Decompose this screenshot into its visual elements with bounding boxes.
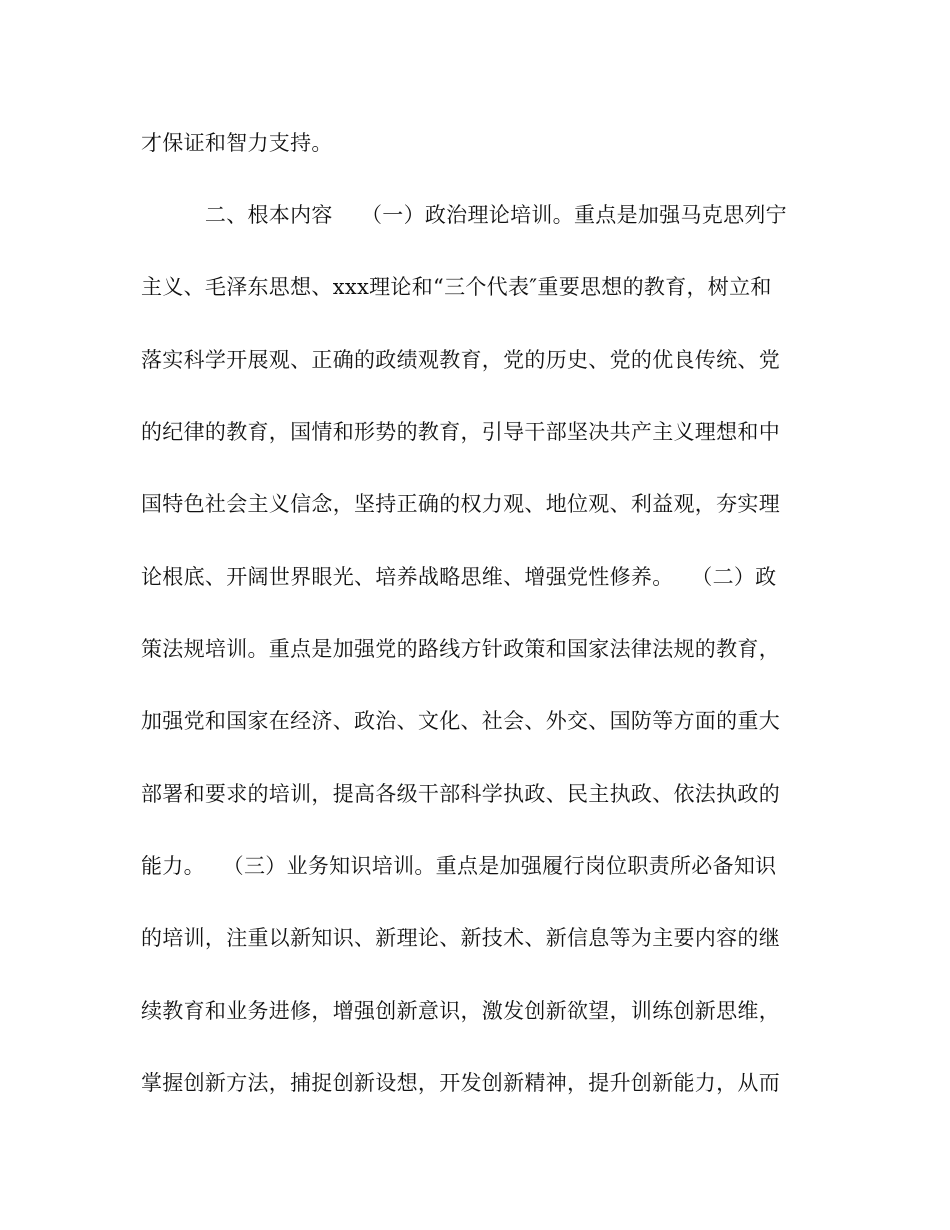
text-line: 部署和要求的培训，提高各级干部科学执政、民主执政、依法执政的 [141,782,780,806]
text-line: 的培训，注重以新知识、新理论、新技术、新信息等为主要内容的继 [141,926,780,950]
text-line: 续教育和业务进修，增强创新意识，激发创新欲望，训练创新思维， [141,999,780,1023]
text-line: 落实科学开展观、正确的政绩观教育，党的历史、党的优良传统、党 [141,348,780,372]
text-line: 论根底、开阔世界眼光、培养战略思维、增强党性修养。 （二）政 [141,565,777,589]
text-line: 加强党和国家在经济、政治、文化、社会、外交、国防等方面的重大 [141,709,780,733]
text-line: 才保证和智力支持。 [141,131,333,155]
text-line: 掌握创新方法，捕捉创新设想，开发创新精神，提升创新能力，从而 [141,1071,780,1095]
text-line: 二、根本内容 （一）政治理论培训。重点是加强马克思列宁 [141,203,787,227]
text-line: 主义、毛泽东思想、xxx理论和“三个代表″重要思想的教育，树立和 [141,275,772,299]
text-line: 策法规培训。重点是加强党的路线方针政策和国家法律法规的教育， [141,637,780,661]
text-line: 能力。 （三）业务知识培训。重点是加强履行岗位职责所必备知识 [141,854,777,878]
text-line: 的纪律的教育，国情和形势的教育，引导干部坚决共产主义理想和中 [141,420,780,444]
text-line: 国特色社会主义信念，坚持正确的权力观、地位观、利益观，夯实理 [141,492,780,516]
